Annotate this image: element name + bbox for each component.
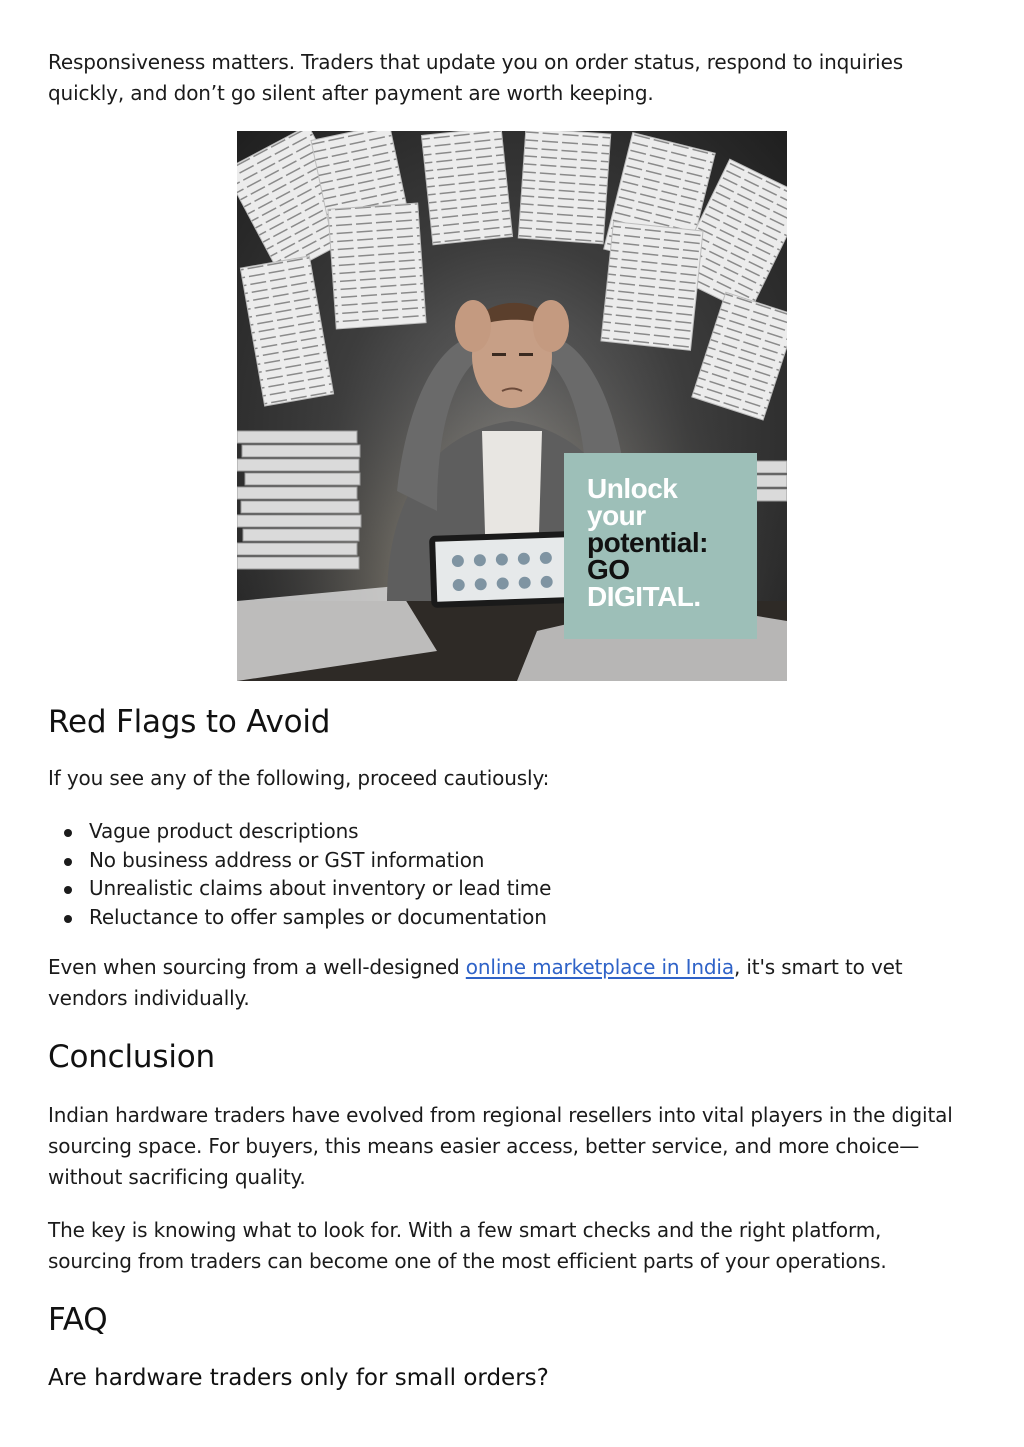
red-flags-intro: If you see any of the following, proceed cautiously: bbox=[48, 766, 550, 790]
closing-text-before: Even when sourcing from a well-designed bbox=[48, 955, 466, 979]
intro-paragraph: Responsiveness matters. Traders that update you on order status, respond to inquiries quickly, and don’t go silent after payment are worth keeping. bbox=[48, 50, 904, 105]
list-item: Reluctance to offer samples or documentation bbox=[48, 903, 948, 932]
red-flags-list bbox=[48, 817, 948, 932]
list-item: No business address or GST information bbox=[48, 846, 948, 875]
promo-line-5: DIGITAL. bbox=[587, 581, 701, 612]
article-illustration bbox=[237, 131, 787, 681]
promo-line-1: Unlock bbox=[587, 473, 678, 504]
faq-question: Are hardware traders only for small orders? bbox=[48, 1365, 549, 1391]
closing-text-after: , it's smart to vet vendors individually. bbox=[48, 955, 903, 1010]
online-marketplace-link[interactable]: online marketplace in India bbox=[465, 955, 734, 979]
conclusion-paragraph-2: The key is knowing what to look for. With a few smart checks and the right platform, sourcing from traders can become one of the most efficient parts of your operations. bbox=[48, 1218, 887, 1273]
promo-line-2: your bbox=[587, 500, 646, 531]
list-item: Vague product descriptions bbox=[48, 817, 948, 846]
faq-heading: FAQ bbox=[48, 1302, 108, 1338]
promo-line-3: potential: bbox=[587, 527, 708, 558]
go-digital-promo-card bbox=[564, 453, 757, 639]
conclusion-heading: Conclusion bbox=[48, 1039, 215, 1075]
red-flags-heading: Red Flags to Avoid bbox=[48, 704, 331, 740]
red-flags-closing bbox=[48, 952, 948, 1014]
promo-line-4: GO bbox=[587, 554, 630, 585]
conclusion-paragraph-1: Indian hardware traders have evolved from regional resellers into vital players in the digital sourcing space. For buyers, this means easier access, better service, and more choice—without sacrificing quality. bbox=[48, 1103, 953, 1189]
list-item: Unrealistic claims about inventory or lead time bbox=[48, 874, 948, 903]
